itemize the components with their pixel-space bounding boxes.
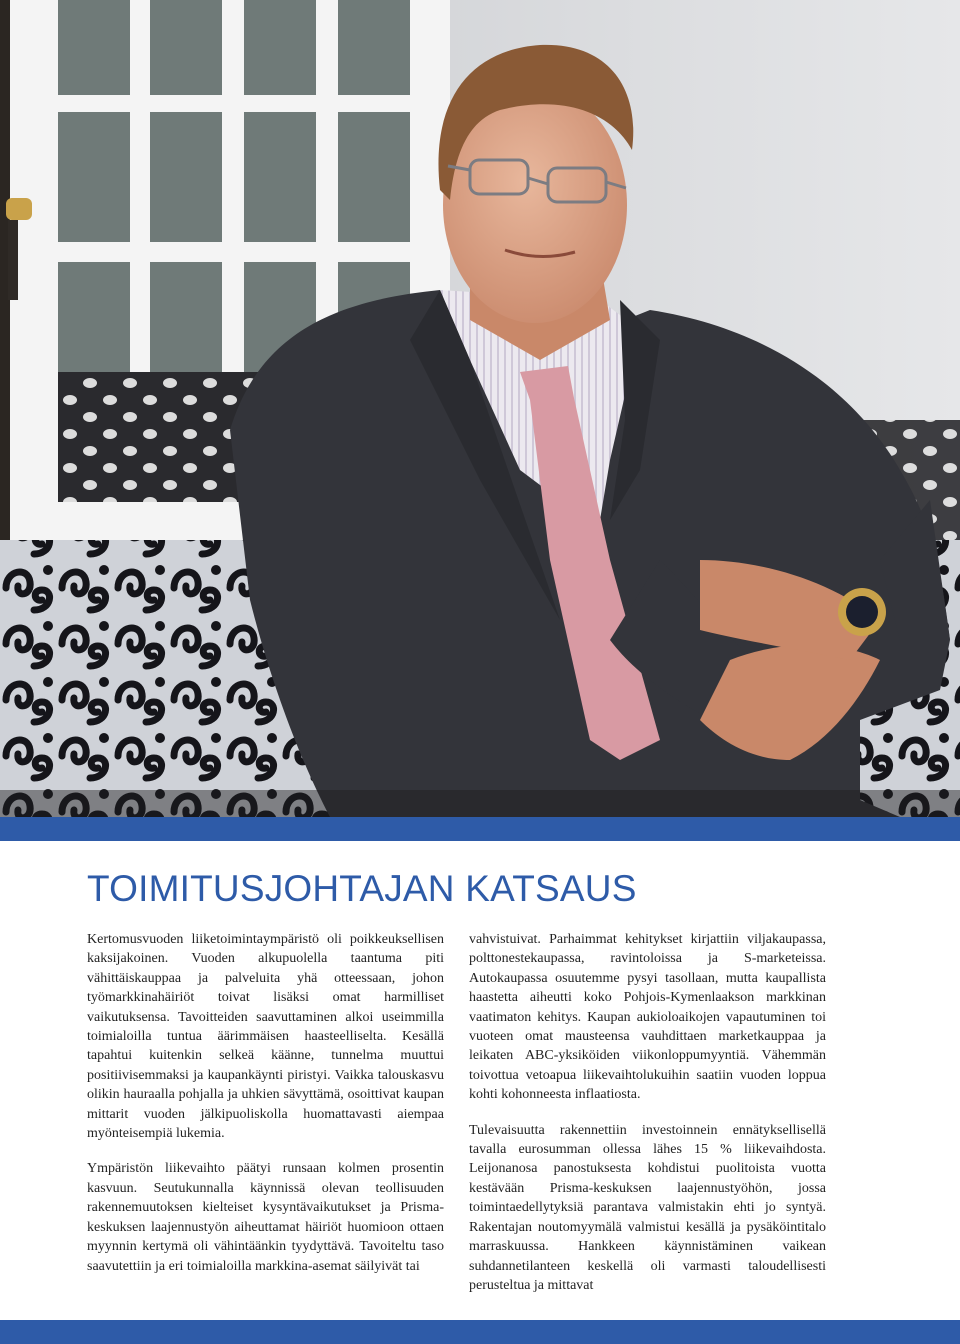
text-column-right	[469, 930, 826, 1311]
paragraph: Tulevaisuutta rakennettiin investoinnein ennätyksellisellä tavalla eurosumman ollessa lähes 15 % liikevaihdosta. Leijonanosa panostuksesta kohdistui puolitoista vuotta kestävään Prisma-keskuksen laajennustyöhön, jossa toimintaedellytyksiä parantava valmistakin ehti jo syntyä. Rakentajan noutomyymälä valmistui kesällä ja pysäköintitalo marraskuussa. Hankkeen käynnistäminen vaikean suhdannetilanteen keskellä oli varmasti taloudellisesti perusteltua ja mittavat	[469, 1122, 826, 1293]
text-column-left	[87, 930, 444, 1292]
paragraph: vahvistuivat. Parhaimmat kehitykset kirjattiin viljakaupassa, polttonestekaupassa, ravintoloissa ja S-marketeissa. Autokaupassa osuutemme pysyi tasollaan, mutta kaupallista haastetta aiheutti koko Pohjois-Kymenlaakson markkinan vaatimaton kehitys. Kaupan aukioloaikojen vapautuminen toi vuoteen omat mausteensa vauhdittaen marketkauppaa ja leikaten ABC-yksiköiden viikonloppumyyntiä. Vähemmän toivottua vetoapua liikevaihtolukuihin saatiin vuoden loppua kohti kohonneesta inflaatiosta.	[469, 932, 826, 1103]
paragraph: Ympäristön liikevaihto päätyi runsaan kolmen prosentin kasvuun. Seutukunnalla käynnissä olevan teollisuuden rakennemuutoksen kielteiset kysyntävaikutukset ja Prisma-keskuksen laajennustyön aiheuttamat häiriöt huomioon ottaen myynnin kertymä oli vähintäänkin tyydyttävä. Tavoiteltu taso saavutettiin ja eri toimialoilla markkina-asemat säilyivät tai	[87, 1161, 444, 1274]
page-title: TOIMITUSJOHTAJAN KATSAUS	[87, 868, 637, 909]
accent-band-bottom	[0, 1320, 960, 1344]
accent-band-top	[0, 817, 960, 841]
paragraph: Kertomusvuoden liiketoimintaympäristö oli poikkeuksellisen kaksijakoinen. Vuoden alkupuolella taantuma piti vähittäiskauppaa ja palveluita yhä otteessaan, johon työmarkkinahäiriöt toivat lisäksi omat harmilliset vaikutuksensa. Tavoitteiden saavuttaminen alkoi useimmilla toimialoilla tuntua äärimmäisen haasteelliselta. Kesällä tapahtui kuitenkin selkeä käänne, tunnelma muuttui positiivisemmaksi ja kaupankäynti piristyi. Vaikka talouskasvu olikin hauraalla pohjalla ja uhkien sävyttämä, osoittivat kaupan mittarit vuoden jälkipuoliskolla huomattavasti aiempaa myönteisempiä lukemia.	[87, 932, 444, 1142]
